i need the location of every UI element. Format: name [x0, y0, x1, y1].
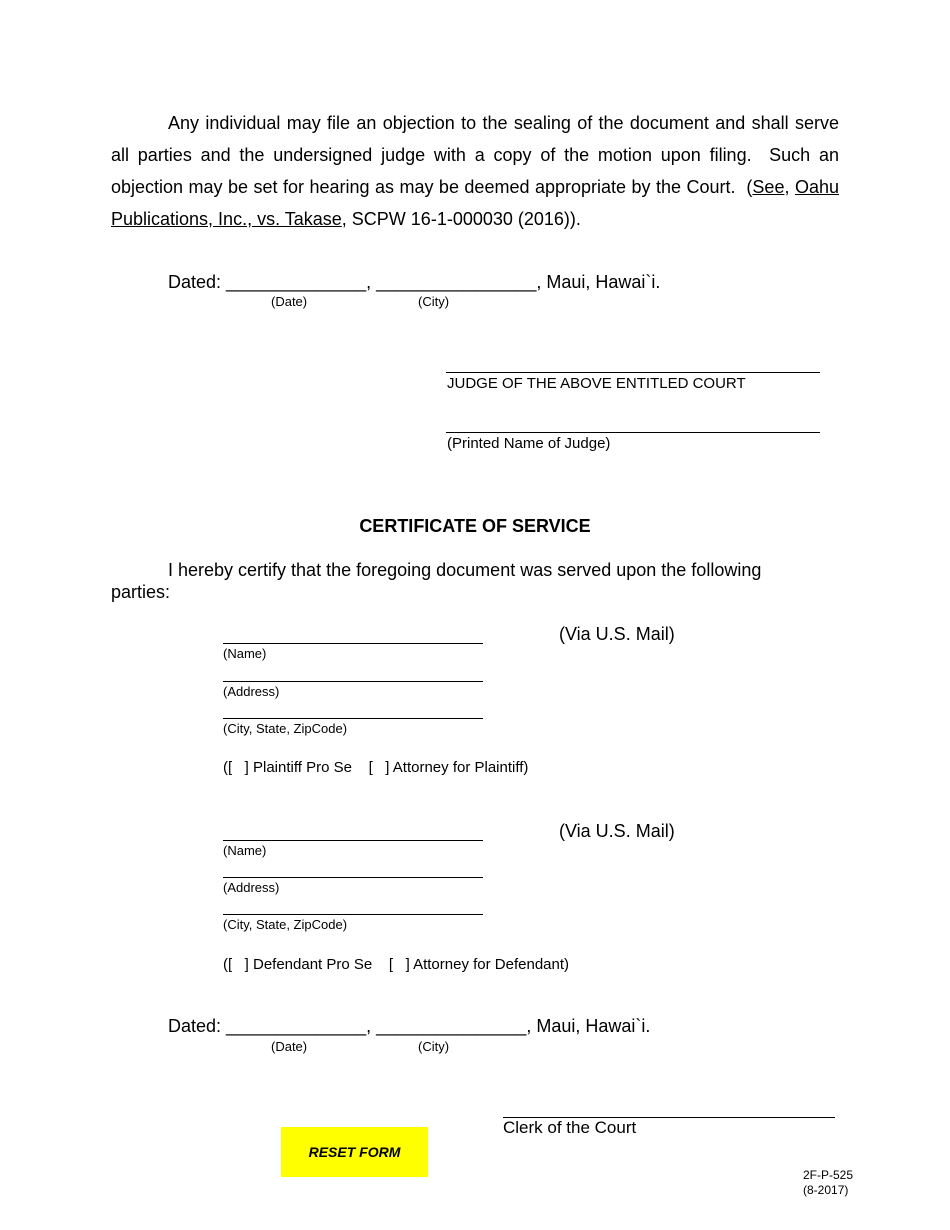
party-2-role: ([ ] Defendant Pro Se [ ] Attorney for Defendant)	[223, 956, 570, 973]
form-revision-date: (8-2017)	[803, 1183, 849, 1197]
dated-line-2: Dated: ______________, _______________, Maui, Hawai`i.	[168, 1016, 651, 1036]
judge-signature-line	[446, 372, 820, 373]
party-2-address-caption: (Address)	[223, 880, 280, 895]
party-1-via: (Via U.S. Mail)	[559, 624, 675, 644]
reset-form-button[interactable]: RESET FORM	[281, 1127, 428, 1177]
certificate-heading: CERTIFICATE OF SERVICE	[359, 516, 591, 536]
party-2-address-line	[223, 877, 483, 878]
judge-printed-name-line	[446, 432, 820, 433]
judge-title: JUDGE OF THE ABOVE ENTITLED COURT	[447, 375, 746, 392]
party-2-name-line	[223, 840, 483, 841]
clerk-label: Clerk of the Court	[503, 1118, 637, 1137]
judge-printed-name-caption: (Printed Name of Judge)	[447, 435, 611, 452]
see-reference: See	[752, 177, 785, 197]
party-2-via: (Via U.S. Mail)	[559, 821, 675, 841]
party-1-name-line	[223, 643, 483, 644]
objection-text: Any individual may file an objection to the sealing of the document and shall serve all parties and the undersigned judge with a copy of the motion upon filing. Such an objection may be set for hearing as may be deemed appropriate by the Court. (	[111, 113, 839, 197]
objection-paragraph: Any individual may file an objection to the sealing of the document and shall serve all parties and the undersigned judge with a copy of the motion upon filing. Such an objection may be set for hearing as may be deemed appropriate by the Court. (See, Oahu Publications, Inc., vs. Takase, SCPW 16-1-000030 (2016)).	[111, 113, 839, 229]
city-caption-2: (City)	[418, 1039, 450, 1054]
party-1-city-caption: (City, State, ZipCode)	[223, 721, 348, 736]
party-2-city-line	[223, 914, 483, 915]
date-caption-1: (Date)	[271, 294, 308, 309]
party-1-city-line	[223, 718, 483, 719]
party-2-name-caption: (Name)	[223, 843, 267, 858]
dated-line-1: Dated: ______________, ________________, Maui, Hawai`i.	[168, 272, 661, 292]
case-name: Oahu Publications, Inc., vs. Takase	[111, 177, 839, 229]
certificate-text-line-2: parties:	[111, 582, 171, 602]
city-caption-1: (City)	[418, 294, 450, 309]
party-1-name-caption: (Name)	[223, 646, 267, 661]
certificate-text-line-1: I hereby certify that the foregoing document was served upon the following	[168, 560, 762, 580]
party-1-address-line	[223, 681, 483, 682]
party-1-address-caption: (Address)	[223, 684, 280, 699]
form-id	[803, 1168, 853, 1198]
case-citation: , SCPW 16-1-000030 (2016)).	[341, 209, 581, 229]
form-code: 2F-P-525	[803, 1168, 854, 1182]
party-1-role: ([ ] Plaintiff Pro Se [ ] Attorney for Plaintiff)	[223, 759, 529, 776]
party-2-city-caption: (City, State, ZipCode)	[223, 917, 348, 932]
date-caption-2: (Date)	[271, 1039, 308, 1054]
